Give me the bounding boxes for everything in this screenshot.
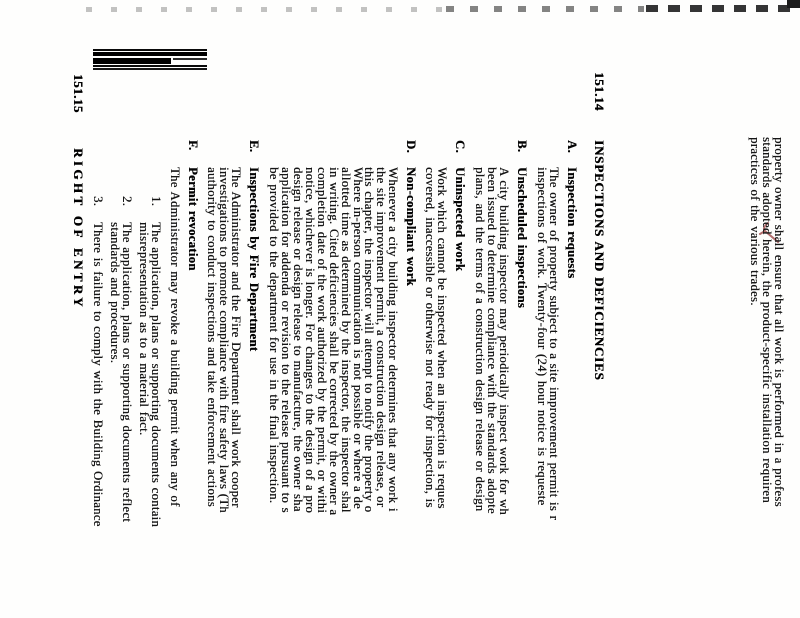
text-line: inspections of work. Twenty-four (24) hour notice is requeste	[535, 167, 549, 506]
scan-streak-bar	[93, 52, 207, 56]
text-line: property owner shall ensure that all work is performed in a profess	[772, 137, 786, 507]
section-heading: 151.14	[592, 72, 607, 111]
section-heading: Unscheduled inspections	[515, 167, 529, 308]
text-line: The Administrator and the Fire Department shall work cooper	[229, 167, 243, 508]
section-heading: E.	[247, 140, 261, 153]
text-line: application for addenda or revision to the release pursuant to s	[279, 167, 293, 513]
text-line: standards and procedures.	[108, 222, 122, 364]
text-line: the site improvement permit, a construction design release, or	[374, 167, 388, 508]
section-heading: 151.15	[71, 74, 86, 113]
section-heading: C.	[453, 140, 467, 153]
section-heading: Inspection requests	[565, 167, 579, 279]
scan-edge-noise	[446, 6, 644, 12]
section-heading: D.	[404, 140, 418, 153]
text-line: The application, plans or supporting documents contain	[149, 222, 163, 528]
section-heading: B.	[515, 140, 529, 153]
text-line: completion date of the work authorized by the permit, or withi	[315, 167, 329, 514]
section-heading: Non-compliant work	[404, 167, 418, 286]
text-line: misrepresentation as to a material fact.	[137, 222, 151, 436]
text-line: in writing. Cited deficiencies shall be corrected by the owner a	[327, 167, 341, 516]
scan-edge-noise	[646, 5, 800, 12]
section-heading: Uninspected work	[453, 167, 467, 272]
text-line: been issued to determine compliance with the standards adopte	[485, 167, 499, 514]
text-line: Whenever a city building inspector determines that any work i	[386, 167, 400, 512]
text-line: Where in-person communication is not possible or where a de	[351, 167, 365, 509]
text-line: The Administrator may revoke a building permit when any of	[168, 167, 182, 507]
text-line: allotted time as determined by the inspector, the inspector shal	[339, 167, 353, 513]
text-line: authority to conduct inspections and take enforcement actions	[205, 167, 219, 507]
text-line: standards adopted herein, the product-specific installation requiren	[760, 137, 774, 503]
scan-edge-noise	[787, 0, 800, 8]
text-line: Work which cannot be inspected when an inspection is reques	[435, 167, 449, 509]
scan-streak-bar	[93, 65, 207, 67]
section-heading: F.	[186, 140, 200, 151]
section-heading: Inspections by Fire Department	[247, 167, 261, 352]
text-line: 3.	[91, 196, 105, 207]
text-line: this chapter, the inspector will attempt to notify the property o	[362, 167, 376, 513]
section-heading: INSPECTIONS AND DEFICIENCIES	[592, 140, 607, 381]
text-line: practices of the various trades.	[748, 137, 762, 306]
text-line: investigations to promote compliance with fire safety laws (Th	[217, 167, 231, 513]
scan-streak-bar	[93, 58, 171, 64]
text-line: design release or design release to manufacture, the owner sha	[291, 167, 305, 512]
text-line: There is failure to comply with the Building Ordinance	[91, 222, 105, 527]
section-heading: Permit revocation	[186, 167, 200, 271]
text-line: plans, and the terms of a construction design release or design	[473, 167, 487, 512]
section-heading: A.	[565, 140, 579, 153]
section-heading: RIGHT OF ENTRY	[71, 148, 86, 310]
text-line: 1.	[149, 196, 163, 207]
scan-streak-bar	[93, 68, 207, 70]
scan-streak-bar	[173, 58, 207, 60]
text-line: 2.	[120, 196, 134, 207]
scan-streak-bar	[93, 49, 207, 51]
text-line: The owner of property subject to a site improvement permit is r	[547, 167, 561, 521]
text-line: The application, plans or supporting documents reflect	[120, 222, 134, 523]
text-line: covered, inaccessible or otherwise not ready for inspection, is	[423, 167, 437, 508]
text-line: A city building inspector may periodically inspect work for wh	[497, 167, 511, 515]
scan-edge-noise	[86, 7, 444, 12]
text-line: notice, whichever is longer. For changes to the design of a pro	[303, 167, 317, 514]
text-line: be provided to the department for use in the final inspection.	[267, 167, 281, 504]
